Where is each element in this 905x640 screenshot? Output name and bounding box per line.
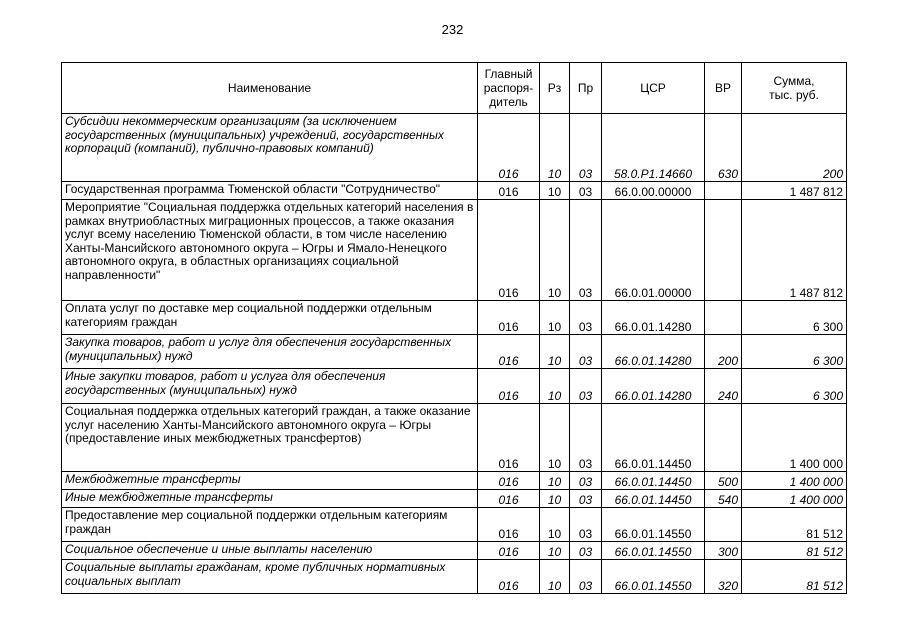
table-row [62, 335, 847, 369]
row-target-cell: 66.0.01.14550 [602, 542, 705, 560]
header-section: Рз [540, 63, 570, 114]
row-section-cell: 10 [540, 200, 570, 301]
row-ministry-cell: 016 [478, 490, 540, 508]
row-section-cell: 10 [540, 472, 570, 490]
row-expense-type-cell: 540 [705, 490, 742, 508]
row-subsection-cell: 03 [570, 560, 602, 594]
row-amount-cell: 1 487 812 [742, 200, 847, 301]
row-amount-cell: 81 512 [742, 508, 847, 542]
header-amount-line: Сумма, [773, 74, 815, 88]
table-row [62, 369, 847, 404]
header-name: Наименование [62, 63, 478, 114]
row-section-cell: 10 [540, 560, 570, 594]
row-target-cell: 58.0.P1.14660 [602, 114, 705, 182]
row-name-cell: Мероприятие "Социальная поддержка отдельных категорий населения в рамках внутриобластных миграционных процессов, а также оказания услуг всему населению Тюменской области, в том числе населению Ханты-Мансийского автономного округа – Югры и Ямало-Ненецкого автономного округа, в областных организациях социальной направленности" [62, 200, 478, 301]
row-amount-cell: 1 400 000 [742, 404, 847, 472]
row-section-cell: 10 [540, 508, 570, 542]
row-name-cell: Субсидии некоммерческим организациям (за исключением государственных (муниципальных) учреждений, государственных корпораций (компаний), публично-правовых компаний) [62, 114, 478, 182]
table-row [62, 200, 847, 301]
table-row [62, 560, 847, 594]
header-amount-line: тыс. руб. [769, 88, 819, 102]
row-subsection-cell: 03 [570, 404, 602, 472]
row-amount-cell: 200 [742, 114, 847, 182]
row-expense-type-cell [705, 200, 742, 301]
row-expense-type-cell [705, 404, 742, 472]
row-ministry-cell: 016 [478, 560, 540, 594]
row-name-cell: Социальные выплаты гражданам, кроме публичных нормативных социальных выплат [62, 560, 478, 594]
row-name-cell: Социальная поддержка отдельных категорий граждан, а также оказание услуг населению Ханты-Мансийского автономного округа – Югры (предоставление иных межбюджетных трансфертов) [62, 404, 478, 472]
table-row [62, 404, 847, 472]
row-expense-type-cell [705, 508, 742, 542]
row-section-cell: 10 [540, 404, 570, 472]
row-amount-cell: 6 300 [742, 369, 847, 404]
row-subsection-cell: 03 [570, 490, 602, 508]
row-ministry-cell: 016 [478, 369, 540, 404]
row-amount-cell: 6 300 [742, 301, 847, 335]
row-amount-cell: 1 400 000 [742, 472, 847, 490]
row-target-cell: 66.0.01.14280 [602, 369, 705, 404]
table-row [62, 542, 847, 560]
header-ministry-line: Главный [484, 67, 533, 81]
header-ministry-line: распоря- [483, 81, 534, 95]
row-amount-cell: 1 487 812 [742, 182, 847, 200]
header-row [62, 63, 847, 114]
row-ministry-cell: 016 [478, 301, 540, 335]
row-subsection-cell: 03 [570, 182, 602, 200]
header-expense-type: ВР [705, 63, 742, 114]
row-name-cell: Иные закупки товаров, работ и услуга для обеспечения государственных (муниципальных) нужд [62, 369, 478, 404]
budget-table [61, 62, 847, 594]
row-target-cell: 66.0.01.14280 [602, 301, 705, 335]
row-ministry-cell: 016 [478, 472, 540, 490]
table-row [62, 301, 847, 335]
row-name-cell: Предоставление мер социальной поддержки отдельным категориям граждан [62, 508, 478, 542]
row-target-cell: 66.0.01.14450 [602, 472, 705, 490]
row-amount-cell: 1 400 000 [742, 490, 847, 508]
row-amount-cell: 6 300 [742, 335, 847, 369]
row-section-cell: 10 [540, 369, 570, 404]
row-subsection-cell: 03 [570, 114, 602, 182]
header-target: ЦСР [602, 63, 705, 114]
row-expense-type-cell: 630 [705, 114, 742, 182]
row-ministry-cell: 016 [478, 114, 540, 182]
row-expense-type-cell [705, 182, 742, 200]
row-ministry-cell: 016 [478, 542, 540, 560]
page-number: 232 [441, 22, 464, 37]
row-ministry-cell: 016 [478, 182, 540, 200]
row-expense-type-cell [705, 301, 742, 335]
row-target-cell: 66.0.01.14280 [602, 335, 705, 369]
row-ministry-cell: 016 [478, 200, 540, 301]
row-section-cell: 10 [540, 301, 570, 335]
header-subsection: Пр [570, 63, 602, 114]
row-subsection-cell: 03 [570, 200, 602, 301]
row-target-cell: 66.0.00.00000 [602, 182, 705, 200]
row-ministry-cell: 016 [478, 404, 540, 472]
table-row [62, 508, 847, 542]
row-subsection-cell: 03 [570, 542, 602, 560]
row-section-cell: 10 [540, 114, 570, 182]
table-row [62, 490, 847, 508]
row-section-cell: 10 [540, 182, 570, 200]
row-target-cell: 66.0.01.14450 [602, 404, 705, 472]
row-target-cell: 66.0.01.14550 [602, 508, 705, 542]
row-amount-cell: 81 512 [742, 560, 847, 594]
row-ministry-cell: 016 [478, 335, 540, 369]
row-subsection-cell: 03 [570, 472, 602, 490]
row-target-cell: 66.0.01.14450 [602, 490, 705, 508]
row-subsection-cell: 03 [570, 335, 602, 369]
row-subsection-cell: 03 [570, 508, 602, 542]
row-target-cell: 66.0.01.00000 [602, 200, 705, 301]
row-name-cell: Оплата услуг по доставке мер социальной поддержки отдельным категориям граждан [62, 301, 478, 335]
row-section-cell: 10 [540, 335, 570, 369]
row-expense-type-cell: 240 [705, 369, 742, 404]
row-name-cell: Иные межбюджетные трансферты [62, 490, 478, 508]
table-row [62, 182, 847, 200]
row-name-cell: Государственная программа Тюменской области "Сотрудничество" [62, 182, 478, 200]
row-amount-cell: 81 512 [742, 542, 847, 560]
row-section-cell: 10 [540, 542, 570, 560]
row-expense-type-cell: 300 [705, 542, 742, 560]
header-amount [742, 63, 847, 114]
row-section-cell: 10 [540, 490, 570, 508]
row-name-cell: Закупка товаров, работ и услуг для обеспечения государственных (муниципальных) нужд [62, 335, 478, 369]
header-ministry [478, 63, 540, 114]
row-name-cell: Межбюджетные трансферты [62, 472, 478, 490]
row-ministry-cell: 016 [478, 508, 540, 542]
row-subsection-cell: 03 [570, 369, 602, 404]
row-expense-type-cell: 200 [705, 335, 742, 369]
row-expense-type-cell: 500 [705, 472, 742, 490]
row-expense-type-cell: 320 [705, 560, 742, 594]
header-ministry-line: дитель [489, 95, 528, 109]
table-row [62, 114, 847, 182]
row-name-cell: Социальное обеспечение и иные выплаты населению [62, 542, 478, 560]
table-row [62, 472, 847, 490]
row-subsection-cell: 03 [570, 301, 602, 335]
row-target-cell: 66.0.01.14550 [602, 560, 705, 594]
